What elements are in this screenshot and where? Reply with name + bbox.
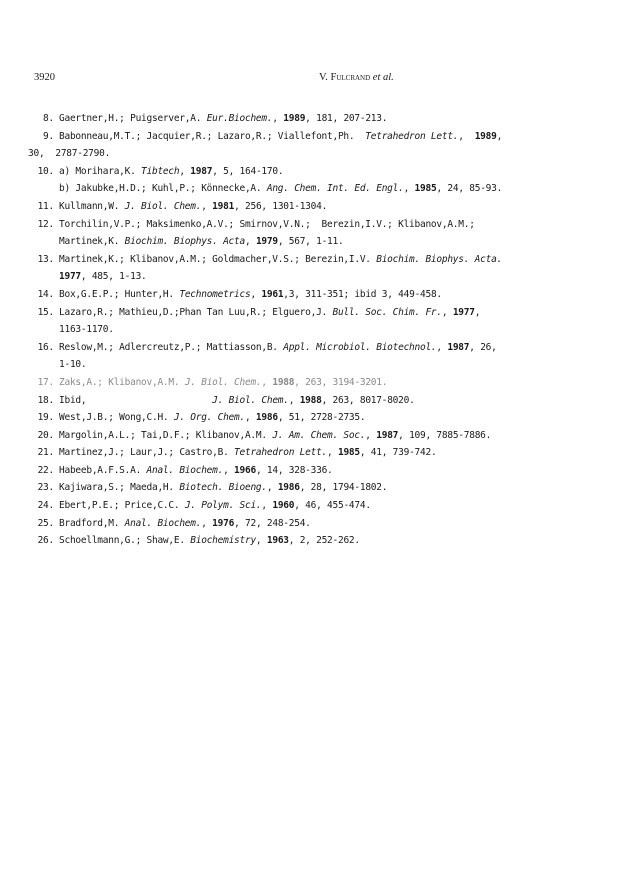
reference-number: 17. <box>37 376 54 388</box>
reference-text: Margolin,A.L.; Tai,D.F.; Klibanov,A.M. J. Am. Chem. Soc., 1987, 109, 7885-7886. <box>59 429 492 441</box>
year: 1977 <box>452 306 475 318</box>
year: 1979 <box>255 236 278 248</box>
reference-20 <box>28 427 598 445</box>
reference-text: Kajiwara,S.; Maeda,H. Biotech. Bioeng., 1986, 28, 1794-1802. <box>59 482 388 494</box>
journal-name: J. Biol. Chem. <box>212 394 289 406</box>
reference-16-cont <box>28 356 598 374</box>
year: 1966 <box>234 464 256 476</box>
reference-text: Zaks,A.; Klibanov,A.M. J. Biol. Chem., 1988, 263, 3194-3201. <box>59 376 388 388</box>
year: 1985 <box>414 183 437 195</box>
year: 1976 <box>212 517 235 529</box>
journal-name: Tibtech <box>141 165 180 177</box>
year: 1985 <box>337 447 360 459</box>
reference-9 <box>28 128 598 146</box>
reference-number: 16. <box>37 341 54 353</box>
journal-name: Biochemistry <box>190 535 256 547</box>
reference-number: 18. <box>37 394 54 406</box>
author-suffix: et al. <box>370 72 394 83</box>
reference-list <box>28 110 598 550</box>
reference-text: Martinek,K. Biochim. Biophys. Acta, 1979, 567, 1-11. <box>59 236 344 248</box>
journal-name: Ang. Chem. Int. Ed. Engl. <box>266 183 404 195</box>
reference-number: 19. <box>37 412 54 424</box>
reference-18 <box>28 392 598 410</box>
journal-name: J. Biol. Chem. <box>124 200 202 212</box>
year: 1989 <box>283 113 306 124</box>
reference-11 <box>28 198 598 216</box>
year: 1981 <box>212 200 235 212</box>
reference-17 <box>28 374 598 392</box>
year: 1988 <box>272 376 295 388</box>
reference-text: 1977, 485, 1-13. <box>59 271 147 283</box>
journal-name: Anal. Biochem. <box>146 464 224 476</box>
reference-text: Schoellmann,G.; Shaw,E. Biochemistry, 1963, 2, 252-262. <box>59 535 360 547</box>
year: 1986 <box>277 482 300 494</box>
reference-text: 1163-1170. <box>59 324 114 336</box>
year: 1989 <box>474 130 497 142</box>
reference-number: 21. <box>37 447 54 459</box>
year: 1961 <box>261 288 284 300</box>
reference-8 <box>28 110 598 128</box>
year: 1988 <box>299 394 322 406</box>
journal-name: Biochim. Biophys. Acta. <box>376 253 503 265</box>
reference-14 <box>28 286 598 304</box>
reference-number: 11. <box>37 200 54 212</box>
reference-text: Box,G.E.P.; Hunter,H. Technometrics, 1961,3, 311-351; ibid 3, 449-458. <box>59 288 442 300</box>
year: 1960 <box>272 500 295 512</box>
reference-text: Habeeb,A.F.S.A. Anal. Biochem., 1966, 14, 328-336. <box>59 464 333 476</box>
reference-text: Ebert,P.E.; Price,C.C. J. Polym. Sci., 1960, 46, 455-474. <box>59 500 371 512</box>
reference-number: 13. <box>37 253 54 265</box>
reference-text: Martinek,K.; Klibanov,A.M.; Goldmacher,V.S.; Berezin,I.V. Biochim. Biophys. Acta. <box>59 253 503 265</box>
reference-text: Gaertner,H.; Puigserver,A. Eur.Biochem., 1989, 181, 207-213. <box>59 113 388 124</box>
reference-number: 26. <box>37 535 54 547</box>
reference-15 <box>28 304 598 322</box>
reference-text: 1-10. <box>59 359 87 371</box>
journal-name: J. Biol. Chem. <box>184 376 262 388</box>
reference-text: Lazaro,R.; Mathieu,D.;Phan Tan Luu,R.; Elguero,J. Bull. Soc. Chim. Fr., 1977, <box>59 306 481 318</box>
reference-text: a) Morihara,K. Tibtech, 1987, 5, 164-170. <box>59 165 284 177</box>
reference-10a <box>28 163 598 181</box>
journal-name: J. Am. Chem. Soc. <box>272 429 366 441</box>
reference-number: 24. <box>37 500 54 512</box>
reference-24 <box>28 497 598 515</box>
reference-text: West,J.B.; Wong,C.H. J. Org. Chem., 1986, 51, 2728-2735. <box>59 412 366 424</box>
reference-number: 22. <box>37 464 54 476</box>
reference-text: Torchilin,V.P.; Maksimenko,A.V.; Smirnov,V.N.; Berezin,I.V.; Klibanov,A.M.; <box>59 218 475 230</box>
reference-number: 14. <box>37 288 54 300</box>
author-prefix: V. <box>319 72 331 83</box>
reference-text: Reslow,M.; Adlercreutz,P.; Mattiasson,B. Appl. Microbiol. Biotechnol., 1987, 26, <box>59 341 497 353</box>
year: 1986 <box>255 412 278 424</box>
journal-name: Appl. Microbiol. Biotechnol. <box>283 341 437 353</box>
reference-9-cont <box>28 145 598 163</box>
journal-name: Tetrahedron Lett. <box>365 130 459 142</box>
reference-number: 12. <box>37 218 54 230</box>
reference-text: Martinez,J.; Laur,J.; Castro,B. Tetrahedron Lett., 1985, 41, 739-742. <box>59 447 437 459</box>
reference-23 <box>28 479 598 497</box>
reference-19 <box>28 409 598 427</box>
journal-name: Anal. Biochem. <box>124 517 202 529</box>
reference-12 <box>28 216 598 234</box>
reference-number: 8. <box>43 113 54 124</box>
reference-number: 15. <box>37 306 54 318</box>
reference-13-cont <box>28 268 598 286</box>
journal-name: Biochim. Biophys. Acta <box>124 236 245 248</box>
journal-name: Tetrahedron Lett. <box>234 447 328 459</box>
reference-12-cont <box>28 233 598 251</box>
page-number: 3920 <box>34 72 55 83</box>
year: 1977 <box>59 271 81 283</box>
reference-number: 25. <box>37 517 54 529</box>
journal-name: J. Org. Chem. <box>173 412 245 424</box>
reference-text: b) Jakubke,H.D.; Kuhl,P.; Könnecke,A. Ang. Chem. Int. Ed. Engl., 1985, 24, 85-93. <box>59 183 503 195</box>
year: 1987 <box>447 341 470 353</box>
reference-21 <box>28 444 598 462</box>
journal-name: Biotech. Bioeng. <box>179 482 267 494</box>
reference-text: 30, 2787-2790. <box>28 148 111 160</box>
reference-text: Kullmann,W. J. Biol. Chem., 1981, 256, 1301-1304. <box>59 200 328 212</box>
reference-text: Bradford,M. Anal. Biochem., 1976, 72, 248-254. <box>59 517 311 529</box>
journal-name: J. Polym. Sci. <box>184 500 262 512</box>
reference-number: 23. <box>37 482 54 494</box>
journal-name: Eur.Biochem. <box>206 113 273 124</box>
running-title <box>319 72 394 83</box>
reference-16 <box>28 339 598 357</box>
reference-22 <box>28 462 598 480</box>
reference-25 <box>28 515 598 533</box>
year: 1963 <box>266 535 289 547</box>
year: 1987 <box>190 165 213 177</box>
reference-number: 10. <box>37 165 54 177</box>
page-header <box>34 72 594 86</box>
journal-name: Bull. Soc. Chim. Fr. <box>332 306 442 318</box>
reference-15-cont <box>28 321 598 339</box>
reference-text: Babonneau,M.T.; Jacquier,R.; Lazaro,R.; Viallefont,Ph. Tetrahedron Lett., 1989, <box>59 130 503 142</box>
reference-13 <box>28 251 598 269</box>
reference-10b <box>28 180 598 198</box>
year: 1987 <box>376 429 399 441</box>
reference-number: 9. <box>43 130 54 142</box>
author-name: Fulcrand <box>330 72 371 83</box>
journal-name: Technometrics <box>179 288 251 300</box>
reference-number: 20. <box>37 429 54 441</box>
reference-26 <box>28 532 598 550</box>
reference-text: Ibid, J. Biol. Chem., 1988, 263, 8017-8020. <box>59 394 415 406</box>
